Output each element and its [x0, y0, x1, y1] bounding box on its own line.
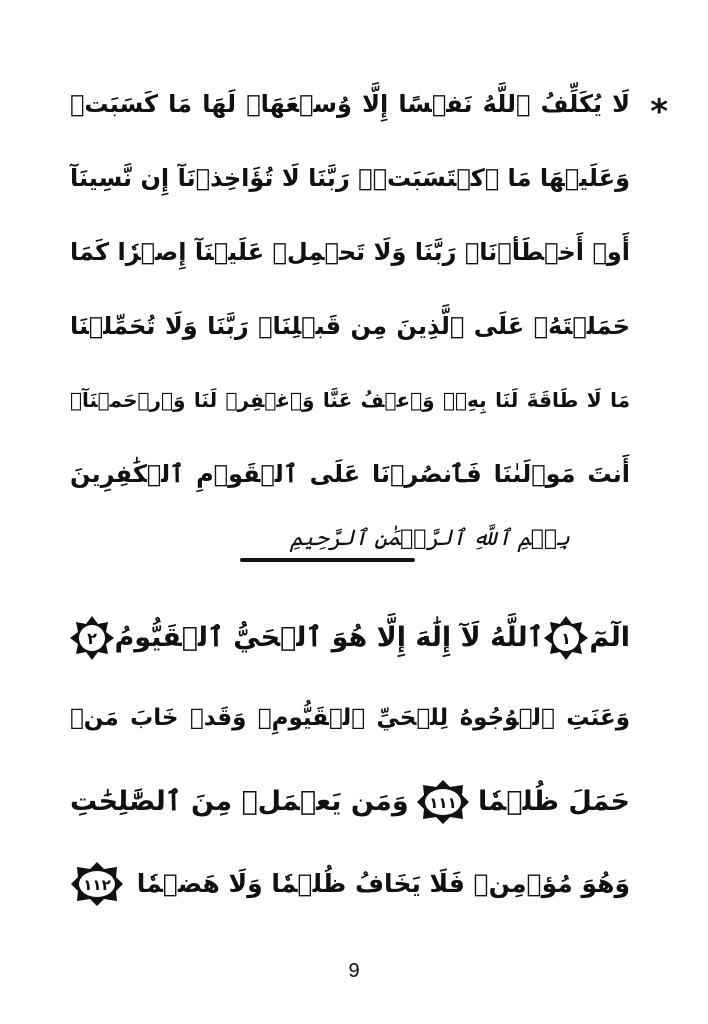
section-marker-asterisk: * — [650, 92, 668, 132]
verse-number-text: ١ — [561, 629, 572, 648]
verse-segment: وَمَن يَعۡمَلۡ مِنَ ٱلصَّٰلِحَٰتِ — [70, 786, 409, 817]
verse-number-text: ٢ — [86, 629, 97, 648]
page-number: 9 — [348, 960, 360, 982]
basmala-text: بِسۡمِ ٱللَّهِ ٱلرَّحۡمَٰنِ ٱلرَّحِيمِ — [289, 526, 570, 551]
verse-line-5: مَا لَا طَاقَةَ لَنَا بِهِۦۖ وَٱعۡفُ عَنَّا وَٱغۡفِرۡ لَنَا وَٱرۡحَمۡنَآۚ — [70, 388, 630, 412]
verse-line-4: حَمَلۡتَهُۥ عَلَى ٱلَّذِينَ مِن قَبۡلِنَاۚ رَبَّنَا وَلَا تُحَمِّلۡنَا — [70, 312, 630, 340]
basmala-stroke — [240, 558, 415, 562]
verse-line-7 — [70, 606, 630, 670]
verse-line-3: أَوۡ أَخۡطَأۡنَاۚ رَبَّنَا وَلَا تَحۡمِلۡ عَلَيۡنَآ إِصۡرٗا كَمَا — [70, 238, 630, 266]
verse-line-9 — [70, 770, 630, 834]
verse-segment: وَهُوَ مُؤۡمِنٞ فَلَا يَخَافُ ظُلۡمٗا وَلَا هَضۡمٗا — [136, 869, 630, 898]
verse-number-marker — [69, 615, 115, 661]
verse-line-6: أَنتَ مَوۡلَىٰنَا فَٱنصُرۡنَا عَلَى ٱلۡقَوۡمِ ٱلۡكَٰفِرِينَ — [70, 460, 630, 488]
verse-line-8: وَعَنَتِ ٱلۡوُجُوهُ لِلۡحَيِّ ٱلۡقَيُّومِۖ وَقَدۡ خَابَ مَنۡ — [70, 705, 630, 731]
verse-number-marker — [416, 779, 470, 825]
verse-line-2: وَعَلَيۡهَا مَا ٱكۡتَسَبَتۡۗ رَبَّنَا لَا تُؤَاخِذۡنَآ إِن نَّسِينَآ — [70, 164, 630, 192]
huruf-muqattaat: الٓمٓ — [589, 622, 630, 653]
verse-number-marker — [543, 615, 589, 661]
basmala — [120, 520, 570, 580]
verse-number-marker — [70, 861, 124, 907]
verse-line-10 — [70, 852, 630, 916]
verse-segment: ٱللَّهُ لَآ إِلَٰهَ إِلَّا هُوَ ٱلۡحَيُّ ٱلۡقَيُّومُ — [114, 622, 544, 653]
verse-number-text: ١١٢ — [83, 876, 111, 894]
verse-line-1: لَا يُكَلِّفُ ٱللَّهُ نَفۡسًا إِلَّا وُسۡعَهَاۚ لَهَا مَا كَسَبَتۡ — [70, 90, 630, 118]
verse-number-text: ١١١ — [429, 794, 458, 812]
verse-segment: حَمَلَ ظُلۡمٗا — [478, 786, 630, 817]
